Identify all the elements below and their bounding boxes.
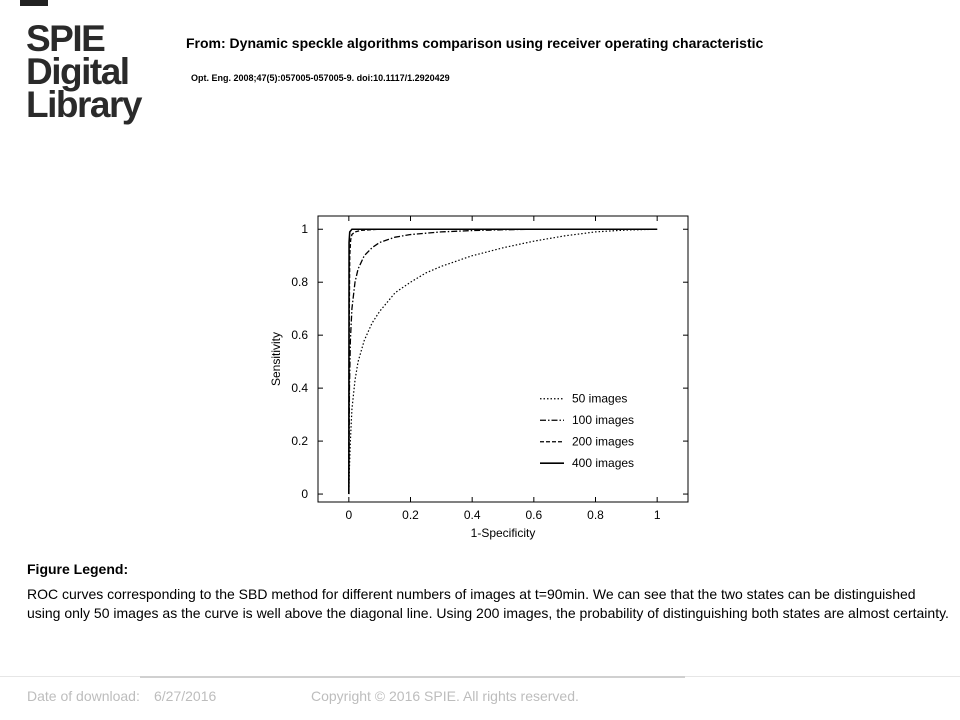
- x-tick-label: 1: [653, 508, 661, 522]
- download-date-label: Date of download:: [27, 688, 140, 704]
- x-tick-label: 0.4: [463, 508, 481, 522]
- logo-line-3: Library: [26, 84, 141, 125]
- series-line-4: [349, 229, 657, 494]
- y-tick-label: 0.2: [291, 434, 308, 449]
- y-tick-label: 0: [301, 487, 308, 502]
- footer-divider-accent: [140, 676, 685, 678]
- legend-entry: 50 images: [572, 391, 628, 406]
- article-citation: Opt. Eng. 2008;47(5):057005-057005-9. doi:10.1117/1.2920429: [191, 73, 450, 83]
- download-date-value: 6/27/2016: [154, 688, 217, 704]
- logo-line-1: SPIE: [26, 18, 105, 59]
- y-tick-label: 0.4: [291, 381, 308, 396]
- y-tick-label: 0.8: [291, 275, 308, 290]
- figure-legend-text: ROC curves corresponding to the SBD method for different numbers of images at t=90min. We can see that the two states can be distinguished using only 50 images as the curve is well above the diagonal line. Using 200 images, the probability of distinguishing both states are almost certainty.: [27, 586, 949, 621]
- x-tick-label: 0: [345, 508, 353, 522]
- x-tick-label: 0.6: [525, 508, 543, 522]
- roc-chart-svg: [262, 206, 702, 548]
- x-axis-label: 1-Specificity: [470, 526, 536, 540]
- series-line-2: [349, 229, 657, 494]
- spie-digital-library-logo: [26, 18, 156, 125]
- x-tick-label: 0.2: [402, 508, 419, 522]
- x-tick-label: 0.8: [587, 508, 604, 522]
- series-line-1: [349, 229, 657, 494]
- legend-entry: 400 images: [572, 456, 635, 471]
- copyright-notice: Copyright © 2016 SPIE. All rights reserved.: [311, 688, 579, 704]
- logo-line-2: Digital: [26, 51, 129, 92]
- legend-entry: 200 images: [572, 434, 635, 449]
- y-tick-label: 1: [301, 222, 308, 237]
- top-tab-marker: [20, 0, 48, 6]
- y-axis-label: Sensitivity: [269, 331, 283, 387]
- legend-entry: 100 images: [572, 413, 635, 428]
- series-line-3: [349, 229, 657, 494]
- figure-legend-heading: Figure Legend:: [27, 561, 129, 577]
- roc-chart: [262, 206, 702, 548]
- article-title: From: Dynamic speckle algorithms comparison using receiver operating characteristic: [186, 35, 764, 51]
- y-tick-label: 0.6: [291, 328, 308, 343]
